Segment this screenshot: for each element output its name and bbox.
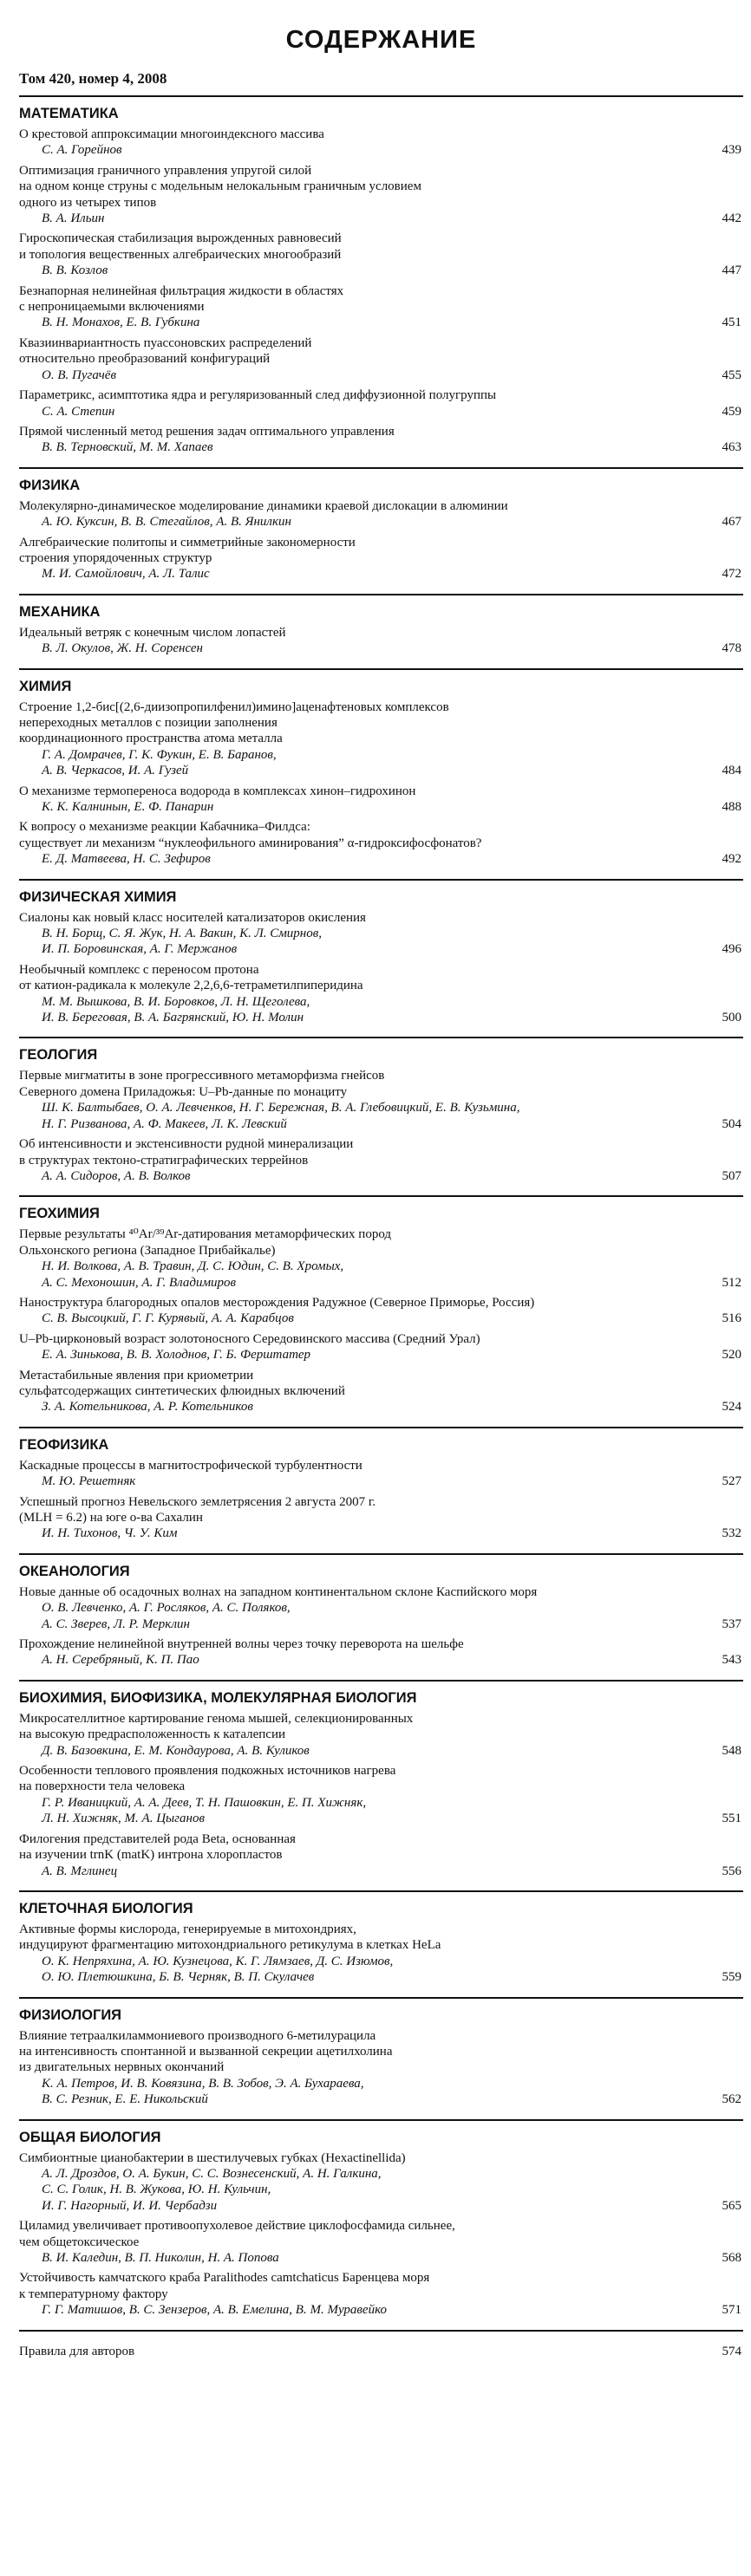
article-title: Сиалоны как новый класс носителей катализаторов окисления bbox=[19, 910, 366, 925]
article-authors: С. А. Степин bbox=[42, 404, 115, 419]
article-title: Об интенсивности и экстенсивности рудной минерализации в структурах тектоно-стратиграфических террейнов bbox=[19, 1137, 354, 1168]
article-authors: И. Н. Тихонов, Ч. У. Ким bbox=[42, 1526, 178, 1541]
article-title: Квазиинвариантность пуассоновских распределений относительно преобразований конфигураций bbox=[19, 335, 312, 367]
footer-page-number: 574 bbox=[722, 2344, 741, 2358]
article-authors: Н. И. Волкова, А. В. Травин, Д. С. Юдин, С. В. Хромых, А. С. Мехоношин, А. Г. Владимиров bbox=[42, 1259, 344, 1290]
article-title: Первые мигматиты в зоне прогрессивного метаморфизма гнейсов Северного домена Приладожья: U–Pb-данные по монациту bbox=[19, 1069, 385, 1099]
page-number: 496 bbox=[722, 942, 741, 957]
toc-entry[interactable] bbox=[19, 1295, 743, 1327]
page-number: 568 bbox=[722, 2251, 741, 2265]
article-authors: О. К. Непряхина, А. Ю. Кузнецова, К. Г. Лямзаев, Д. С. Изюмов, О. Ю. Плетюшкина, Б. В. Черняк, В. П. Скулачев bbox=[42, 1954, 394, 1985]
section-title: ФИЗИОЛОГИЯ bbox=[19, 2007, 122, 2023]
page-number: 463 bbox=[722, 440, 741, 455]
article-authors: А. Л. Дроздов, О. А. Букин, С. С. Вознесенский, А. Н. Галкина, С. С. Голик, Н. В. Жукова, Ю. Н. Кульчин, И. Г. Нагорный, И. И. Чербадзи bbox=[42, 2166, 382, 2213]
toc-entry[interactable] bbox=[19, 335, 743, 383]
article-title: Успешный прогноз Невельского землетрясения 2 августа 2007 г. (MLH = 6.2) на юге о-ва Сахалин bbox=[19, 1494, 376, 1525]
section-title: МЕХАНИКА bbox=[19, 603, 101, 620]
article-authors: А. В. Мглинец bbox=[42, 1864, 118, 1878]
page-number: 516 bbox=[722, 1311, 741, 1326]
page-number: 520 bbox=[722, 1348, 741, 1363]
page-number: 565 bbox=[722, 2198, 741, 2213]
toc-section bbox=[19, 595, 743, 670]
article-title: Идеальный ветряк с конечным числом лопастей bbox=[19, 625, 286, 640]
article-title: Гироскопическая стабилизация вырожденных равновесий и топология вещественных алгебраических многообразий bbox=[19, 231, 342, 262]
page-number: 527 bbox=[722, 1474, 741, 1489]
article-title: Прямой численный метод решения задач оптимального управления bbox=[19, 424, 395, 439]
article-authors: Г. Г. Матишов, В. С. Зензеров, А. В. Емелина, В. М. Муравейко bbox=[42, 2303, 388, 2318]
page-number: 455 bbox=[722, 368, 741, 382]
article-title: Особенности теплового проявления подкожных источников нагрева на поверхности тела человека bbox=[19, 1764, 396, 1794]
toc-entry[interactable] bbox=[19, 1458, 743, 1490]
toc-entry[interactable] bbox=[19, 2028, 743, 2108]
article-authors: К. А. Петров, И. В. Ковязина, В. В. Зобов, Э. А. Бухараева, В. С. Резник, Е. Е. Никольский bbox=[42, 2076, 364, 2107]
article-authors: А. А. Сидоров, А. В. Волков bbox=[42, 1168, 191, 1183]
article-authors: М. Ю. Решетняк bbox=[42, 1474, 136, 1489]
toc-section bbox=[19, 97, 743, 469]
page-number: 551 bbox=[722, 1812, 741, 1826]
toc-entry[interactable] bbox=[19, 1831, 743, 1879]
section-title: ХИМИЯ bbox=[19, 678, 72, 694]
article-title: Первые результаты ⁴⁰Ar/³⁹Ar-датирования метаморфических пород Ольхонского региона (Западное Прибайкалье) bbox=[19, 1227, 392, 1258]
article-title: Циламид увеличивает противоопухолевое действие циклофосфамида сильнее, чем общетоксическое bbox=[19, 2219, 455, 2249]
article-authors: В. В. Терновский, М. М. Хапаев bbox=[42, 440, 213, 455]
section-title: ОКЕАНОЛОГИЯ bbox=[19, 1563, 130, 1579]
page-number: 488 bbox=[722, 800, 741, 814]
toc-entry[interactable] bbox=[19, 819, 743, 867]
toc-entry[interactable] bbox=[19, 1922, 743, 1986]
toc-section bbox=[19, 1555, 743, 1682]
article-title: Устойчивость камчатского краба Paralithodes camtchaticus Баренцева моря к температурному фактору bbox=[19, 2271, 430, 2301]
article-authors: О. В. Левченко, А. Г. Росляков, А. С. Поляков, А. С. Зверев, Л. Р. Мерклин bbox=[42, 1601, 291, 1631]
article-title: Алгебраические политопы и симметрийные закономерности строения упорядоченных структур bbox=[19, 535, 356, 565]
toc-entry[interactable] bbox=[19, 127, 743, 159]
toc-section bbox=[19, 670, 743, 881]
toc-entry[interactable] bbox=[19, 1331, 743, 1363]
article-authors: О. В. Пугачёв bbox=[42, 368, 116, 382]
article-authors: Ш. К. Балтыбаев, О. А. Левченков, Н. Г. Бережная, В. А. Глебовицкий, Е. В. Кузьмина, Н. Г. Ризванова, А. Ф. Макеев, Л. К. Левский bbox=[42, 1101, 520, 1131]
article-title: О крестовой аппроксимации многоиндексного массива bbox=[19, 127, 324, 141]
issue-info: Том 420, номер 4, 2008 bbox=[19, 70, 167, 87]
section-title: ФИЗИКА bbox=[19, 477, 81, 493]
section-title: ФИЗИЧЕСКАЯ ХИМИЯ bbox=[19, 888, 177, 905]
toc-entry[interactable] bbox=[19, 910, 743, 958]
sections-container bbox=[19, 97, 743, 2332]
page-number: 492 bbox=[722, 852, 741, 867]
article-title: Оптимизация граничного управления упругой силой на одном конце струны с модельным нелокальным граничным условием одного из четырех типов bbox=[19, 163, 421, 210]
toc-entry[interactable] bbox=[19, 283, 743, 331]
footer-label: Правила для авторов bbox=[19, 2344, 135, 2358]
page-number: 472 bbox=[722, 567, 741, 582]
article-authors: А. Н. Серебряный, К. П. Пао bbox=[42, 1653, 199, 1668]
page-number: 559 bbox=[722, 1970, 741, 1985]
article-authors: К. К. Калнинын, Е. Ф. Панарин bbox=[42, 800, 214, 814]
toc-entry[interactable] bbox=[19, 1636, 743, 1669]
article-title: Прохождение нелинейной внутренней волны через точку переворота на шельфе bbox=[19, 1637, 464, 1652]
article-authors: В. Н. Борщ, С. Я. Жук, Н. А. Вакин, К. Л. Смирнов, И. П. Боровинская, А. Г. Мержанов bbox=[42, 927, 323, 957]
article-title: Филогения представителей рода Beta, основанная на изучении trnK (matK) интрона хлоропластов bbox=[19, 1831, 296, 1863]
toc-entry[interactable] bbox=[19, 2270, 743, 2318]
article-authors: М. И. Самойлович, А. Л. Талис bbox=[42, 567, 210, 582]
article-title: Метастабильные явления при криометрии сульфатсодержащих синтетических флюидных включений bbox=[19, 1368, 345, 1398]
toc-entry[interactable] bbox=[19, 1226, 743, 1291]
article-authors: Е. Д. Матвеева, Н. С. Зефиров bbox=[42, 852, 211, 867]
toc-entry[interactable] bbox=[19, 498, 743, 530]
page-number: 442 bbox=[722, 211, 741, 226]
article-authors: С. В. Высоцкий, Г. Г. Курявый, А. А. Карабцов bbox=[42, 1311, 294, 1326]
article-authors: С. А. Горейнов bbox=[42, 143, 122, 158]
article-title: Необычный комплекс с переносом протона от катион-радикала к молекуле 2,2,6,6-тетраметилпиперидина bbox=[19, 962, 363, 993]
article-authors: М. М. Вышкова, В. И. Боровков, Л. Н. Щеголева, И. В. Береговая, В. А. Багрянский, Ю. Н. Молин bbox=[42, 994, 310, 1025]
toc-entry[interactable] bbox=[19, 962, 743, 1026]
toc-entry[interactable] bbox=[19, 1494, 743, 1542]
toc-section bbox=[19, 1999, 743, 2121]
toc-entry[interactable] bbox=[19, 2150, 743, 2215]
toc-entry[interactable] bbox=[19, 424, 743, 456]
page-number: 548 bbox=[722, 1743, 741, 1758]
page-title: СОДЕРЖАНИЕ bbox=[285, 26, 477, 54]
article-authors: Г. Р. Иваницкий, А. А. Деев, Т. Н. Пашовкин, Е. П. Хижняк, Л. Н. Хижняк, М. А. Цыганов bbox=[42, 1795, 367, 1826]
toc-entry[interactable] bbox=[19, 1068, 743, 1132]
article-title: О механизме термопереноса водорода в комплексах хинон–гидрохинон bbox=[19, 784, 416, 798]
article-authors: Г. А. Домрачев, Г. К. Фукин, Е. В. Баранов, А. В. Черкасов, И. А. Гузей bbox=[42, 747, 277, 778]
toc-section bbox=[19, 881, 743, 1039]
page-number: 439 bbox=[722, 143, 741, 158]
article-title: U–Pb-цирконовый возраст золотоносного Середовинского массива (Средний Урал) bbox=[19, 1331, 480, 1346]
page-number: 532 bbox=[722, 1526, 741, 1541]
section-title: МАТЕМАТИКА bbox=[19, 106, 119, 121]
article-title: Наноструктура благородных опалов месторождения Радужное (Северное Приморье, Россия) bbox=[19, 1295, 535, 1310]
article-title: Строение 1,2-бис[(2,6-диизопропилфенил)имино]аценафтеновых комплексов непереходных металлов с позиции заполнения координационного пространства атома металла bbox=[19, 699, 449, 746]
page-number: 500 bbox=[722, 1011, 741, 1025]
toc-entry[interactable] bbox=[19, 699, 743, 779]
article-title: Влияние тетраалкиламмониевого производного 6-метилурацила на интенсивность спонтанной и вызванной секреции ацетилхолина из двигательных нервных окончаний bbox=[19, 2028, 393, 2075]
page-number: 484 bbox=[722, 764, 741, 778]
toc-entry[interactable] bbox=[19, 1711, 743, 1759]
page-number: 571 bbox=[722, 2303, 741, 2318]
table-of-contents bbox=[19, 0, 743, 2359]
page-number: 507 bbox=[722, 1168, 741, 1183]
toc-section bbox=[19, 1428, 743, 1555]
section-title: КЛЕТОЧНАЯ БИОЛОГИЯ bbox=[19, 1900, 193, 1916]
toc-entry[interactable] bbox=[19, 231, 743, 278]
page-number: 512 bbox=[722, 1275, 741, 1290]
article-title: К вопросу о механизме реакции Кабачника–Филдса: существует ли механизм “нуклеофильного аминирования” α-гидроксифосфонатов? bbox=[19, 820, 482, 850]
toc-entry[interactable] bbox=[19, 535, 743, 582]
toc-entry[interactable] bbox=[19, 1763, 743, 1827]
article-title: Симбионтные цианобактерии в шестилучевых губках (Hexactinellida) bbox=[19, 2150, 406, 2165]
page-number: 478 bbox=[722, 641, 741, 656]
toc-entry[interactable] bbox=[19, 387, 743, 420]
toc-section bbox=[19, 2121, 743, 2332]
section-title: ОБЩАЯ БИОЛОГИЯ bbox=[19, 2129, 161, 2145]
toc-section bbox=[19, 1682, 743, 1892]
section-title: БИОХИМИЯ, БИОФИЗИКА, МОЛЕКУЛЯРНАЯ БИОЛОГИЯ bbox=[19, 1689, 417, 1706]
page-number: 447 bbox=[722, 263, 741, 278]
footer-entry[interactable] bbox=[19, 2344, 743, 2359]
article-authors: Д. В. Базовкина, Е. М. Кондаурова, А. В. Куликов bbox=[42, 1743, 310, 1758]
toc-section bbox=[19, 1038, 743, 1197]
page-number: 537 bbox=[722, 1617, 741, 1631]
article-authors: В. А. Ильин bbox=[42, 211, 105, 226]
article-title: Микросателлитное картирование генома мышей, селекционированных на высокую предрасположенность к каталепсии bbox=[19, 1711, 414, 1742]
toc-entry[interactable] bbox=[19, 625, 743, 657]
section-title: ГЕОФИЗИКА bbox=[19, 1436, 109, 1453]
toc-section bbox=[19, 469, 743, 595]
article-authors: В. В. Козлов bbox=[42, 263, 108, 278]
page-number: 556 bbox=[722, 1864, 741, 1878]
page-number: 451 bbox=[722, 315, 741, 330]
page-number: 504 bbox=[722, 1116, 741, 1131]
page-number: 459 bbox=[722, 404, 741, 419]
page-number: 467 bbox=[722, 515, 741, 530]
article-title: Новые данные об осадочных волнах на западном континентальном склоне Каспийского моря bbox=[19, 1584, 538, 1599]
toc-section bbox=[19, 1892, 743, 1999]
article-authors: В. Л. Окулов, Ж. Н. Соренсен bbox=[42, 641, 203, 656]
article-authors: В. Н. Монахов, Е. В. Губкина bbox=[42, 315, 200, 330]
toc-entry[interactable] bbox=[19, 784, 743, 816]
article-authors: З. А. Котельникова, А. Р. Котельников bbox=[42, 1400, 253, 1415]
article-title: Безнапорная нелинейная фильтрация жидкости в областях с непроницаемыми включениями bbox=[19, 283, 344, 315]
toc-entry[interactable] bbox=[19, 163, 743, 227]
article-title: Активные формы кислорода, генерируемые в митохондриях, индуцируют фрагментацию митохондриального ретикулума в клетках HeLa bbox=[19, 1922, 441, 1953]
section-title: ГЕОЛОГИЯ bbox=[19, 1047, 98, 1064]
article-authors: Е. А. Зинькова, В. В. Холоднов, Г. Б. Ферштатер bbox=[42, 1348, 311, 1363]
toc-entry[interactable] bbox=[19, 1368, 743, 1415]
section-title: ГЕОХИМИЯ bbox=[19, 1206, 100, 1222]
article-authors: В. И. Каледин, В. П. Николин, Н. А. Попова bbox=[42, 2251, 279, 2265]
article-title: Каскадные процессы в магнитострофической турбулентности bbox=[19, 1458, 362, 1473]
toc-entry[interactable] bbox=[19, 1584, 743, 1632]
toc-entry[interactable] bbox=[19, 2218, 743, 2266]
article-authors: А. Ю. Куксин, В. В. Стегайлов, А. В. Янилкин bbox=[42, 515, 291, 530]
article-title: Молекулярно-динамическое моделирование динамики краевой дислокации в алюминии bbox=[19, 498, 508, 513]
page-number: 543 bbox=[722, 1653, 741, 1668]
page-number: 562 bbox=[722, 2092, 741, 2107]
toc-section bbox=[19, 1197, 743, 1428]
toc-entry[interactable] bbox=[19, 1136, 743, 1184]
page-number: 524 bbox=[722, 1400, 741, 1415]
article-title: Параметрикс, асимптотика ядра и регуляризованный след диффузионной полугруппы bbox=[19, 388, 497, 403]
